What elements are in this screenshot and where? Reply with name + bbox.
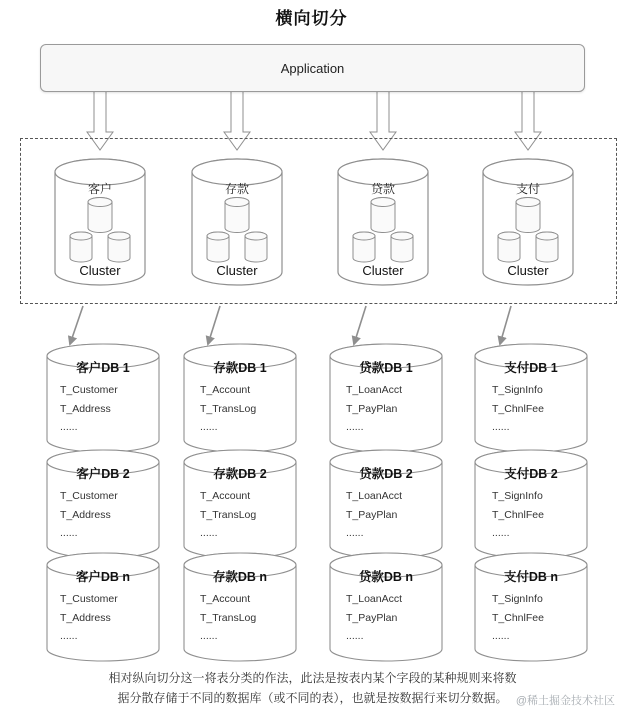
db-table-line: T_Customer	[60, 384, 118, 396]
db-title: 存款DB n	[212, 570, 268, 584]
cluster-name-2: Cluster	[216, 263, 258, 278]
db-title: 客户DB 1	[76, 361, 130, 375]
db-table-line: T_Address	[60, 509, 111, 521]
db-table-line: ......	[492, 527, 510, 539]
application-label: Application	[280, 60, 345, 76]
page-title: 横向切分	[275, 9, 348, 28]
db-table-line: T_ChnlFee	[492, 403, 544, 415]
db-title: 存款DB 2	[213, 467, 267, 481]
cluster-top-label-4: 支付	[515, 182, 540, 196]
db-title: 存款DB 1	[213, 361, 267, 375]
db-title: 支付DB 1	[504, 361, 558, 375]
cluster-name-3: Cluster	[362, 263, 404, 278]
db-table-line: T_Account	[200, 384, 251, 396]
db-title: 贷款DB 1	[359, 361, 413, 375]
db-title: 客户DB n	[75, 570, 131, 584]
db-table-line: T_ChnlFee	[492, 612, 544, 624]
figure-caption	[40, 668, 585, 708]
db-table-line: T_Customer	[60, 490, 118, 502]
db-table-line: T_Customer	[60, 593, 118, 605]
db-table-line: T_Address	[60, 403, 111, 415]
cluster-top-label-3: 贷款	[370, 182, 395, 196]
db-title: 贷款DB n	[358, 570, 414, 584]
db-table-line: T_Account	[200, 490, 251, 502]
cluster-top-label-1: 客户	[87, 182, 112, 196]
db-table-line: ......	[60, 630, 78, 642]
cluster-group-region	[20, 138, 617, 304]
db-table-line: T_PayPlan	[346, 612, 398, 624]
cluster-name-4: Cluster	[507, 263, 549, 278]
db-table-line: T_LoanAcct	[346, 593, 403, 605]
db-table-line: T_SignInfo	[492, 593, 543, 605]
db-table-line: T_PayPlan	[346, 403, 398, 415]
cluster-top-label-2: 存款	[224, 182, 249, 196]
db-table-line: ......	[200, 630, 218, 642]
db-table-line: T_SignInfo	[492, 490, 543, 502]
watermark: @稀土掘金技术社区	[515, 695, 615, 707]
db-table-line: ......	[492, 630, 510, 642]
db-table-line: T_LoanAcct	[346, 384, 403, 396]
db-table-line: ......	[60, 527, 78, 539]
db-title: 客户DB 2	[76, 467, 130, 481]
db-table-line: T_Address	[60, 612, 111, 624]
db-table-line: ......	[492, 421, 510, 433]
db-table-line: T_TransLog	[200, 612, 257, 624]
db-table-line: ......	[346, 527, 364, 539]
db-table-line: T_LoanAcct	[346, 490, 403, 502]
db-table-line: ......	[200, 421, 218, 433]
application-box[interactable]	[40, 44, 585, 92]
db-table-line: T_TransLog	[200, 403, 257, 415]
db-table-line: ......	[60, 421, 78, 433]
db-title: 贷款DB 2	[359, 467, 413, 481]
db-title: 支付DB 2	[504, 467, 558, 481]
db-table-line: ......	[200, 527, 218, 539]
caption-line-2: 据分散存储于不同的数据库（或不同的表），也就是按数据行来切分数据。	[117, 691, 508, 705]
db-table-line: T_Account	[200, 593, 251, 605]
db-table-line: T_PayPlan	[346, 509, 398, 521]
caption-line-1: 相对纵向切分这一将表分类的作法，此法是按表内某个字段的某种规则来将数	[108, 671, 517, 685]
db-table-line: T_TransLog	[200, 509, 257, 521]
cluster-name-1: Cluster	[79, 263, 121, 278]
db-table-line: T_SignInfo	[492, 384, 543, 396]
db-table-line: T_ChnlFee	[492, 509, 544, 521]
db-table-line: ......	[346, 630, 364, 642]
db-table-line: ......	[346, 421, 364, 433]
db-title: 支付DB n	[503, 570, 559, 584]
